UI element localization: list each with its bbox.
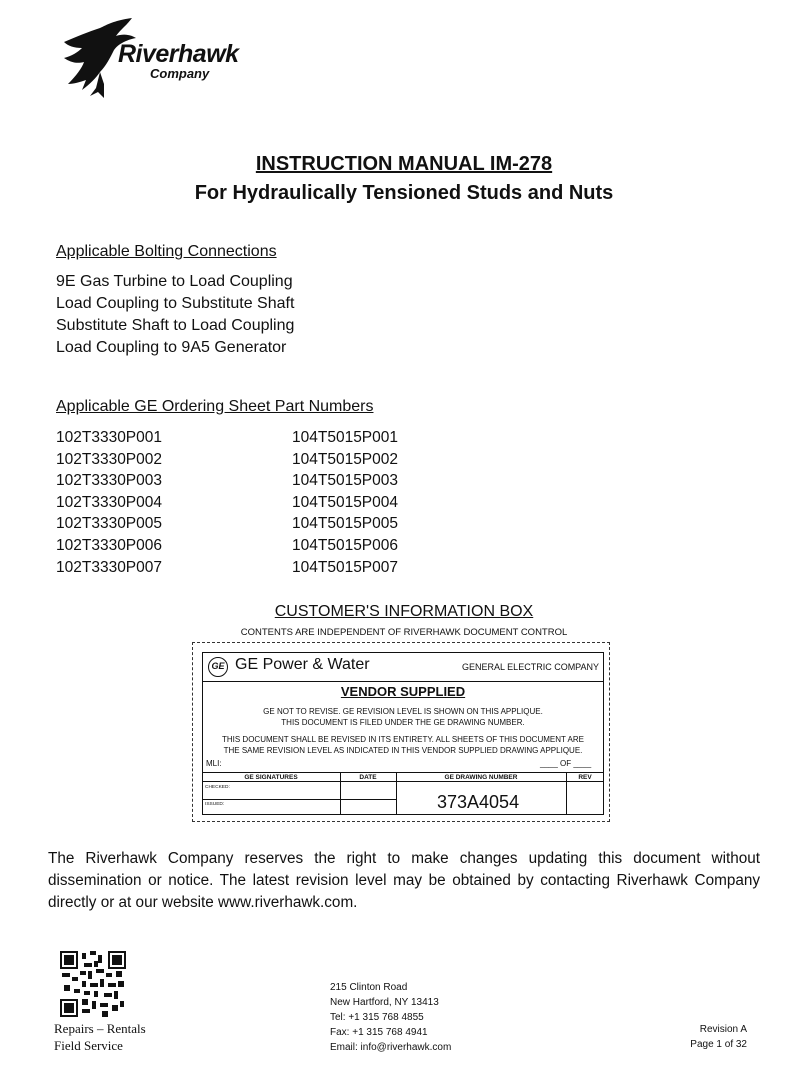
issued-label: ISSUED: [205,802,225,807]
ge-company-name: GENERAL ELECTRIC COMPANY [462,662,600,672]
disclaimer-paragraph: The Riverhawk Company reserves the right to make changes updating this document without dissemination or notice. The latest revision level may be obtained by contacting Riverhawk Company directly or at our website www.riverhawk.com. [48,850,760,911]
address-line: Fax: +1 315 768 4941 [330,1027,428,1038]
col-header-drawing: GE DRAWING NUMBER [396,772,566,782]
applique-note: THIS DOCUMENT SHALL BE REVISED IN ITS ENTIRETY. ALL SHEETS OF THIS DOCUMENT ARE [221,735,584,744]
customer-box-heading: CUSTOMER'S INFORMATION BOX [274,603,534,620]
footer-address [330,980,451,1055]
col-header-rev: REV [566,772,604,782]
col-header-date: DATE [340,772,396,782]
qr-code-icon [60,951,126,1017]
part-number: 102T3330P001 [56,429,163,446]
table-divider [340,772,341,815]
ge-drawing-number: 373A4054 [437,792,520,812]
part-number: 104T5015P003 [292,472,399,489]
footer-services: Repairs – Rentals [54,1021,146,1036]
table-divider [202,799,396,800]
ge-logo-icon: GE [208,657,228,677]
logo-company: Company [150,66,210,81]
col-header-signatures: GE SIGNATURES [202,772,340,782]
part-number: 104T5015P006 [292,537,399,554]
address-line: 215 Clinton Road [330,982,408,993]
bolting-heading: Applicable Bolting Connections [56,243,277,260]
parts-heading: Applicable GE Ordering Sheet Part Numbers [56,398,374,415]
address-line: Tel: +1 315 768 4855 [330,1012,424,1023]
part-number: 102T3330P002 [56,451,163,468]
bolting-item: Load Coupling to 9A5 Generator [56,339,287,356]
logo-wordmark: Riverhawk [118,40,239,68]
checked-label: CHECKED: [205,785,230,790]
applique-note: THIS DOCUMENT IS FILED UNDER THE GE DRAWING NUMBER. [281,718,525,727]
address-line: New Hartford, NY 13413 [330,997,439,1008]
part-number: 104T5015P001 [292,429,399,446]
part-number: 104T5015P005 [292,515,399,532]
part-number: 102T3330P005 [56,515,163,532]
bolting-item: Substitute Shaft to Load Coupling [56,317,295,334]
mli-label: MLI: [206,759,222,768]
part-number: 104T5015P007 [292,559,399,576]
applique-note: THE SAME REVISION LEVEL AS INDICATED IN THIS VENDOR SUPPLIED DRAWING APPLIQUE. [223,746,583,755]
part-number: 104T5015P002 [292,451,399,468]
ge-division-name: GE Power & Water [235,656,370,673]
part-number: 102T3330P007 [56,559,163,576]
page-number: Page 1 of 32 [690,1039,747,1050]
document-title: INSTRUCTION MANUAL IM-278 [255,153,553,175]
part-number: 104T5015P004 [292,494,399,511]
table-divider [396,772,397,815]
bolting-item: Load Coupling to Substitute Shaft [56,295,295,312]
vendor-supplied-label: VENDOR SUPPLIED [340,684,466,699]
part-number: 102T3330P004 [56,494,163,511]
logo-registered-mark: ® [97,86,102,92]
table-divider [566,772,567,815]
customer-box-subheading: CONTENTS ARE INDEPENDENT OF RIVERHAWK DOCUMENT CONTROL [240,627,568,638]
footer-services: Field Service [54,1038,123,1053]
part-number: 102T3330P003 [56,472,163,489]
part-number: 102T3330P006 [56,537,163,554]
bolting-item: 9E Gas Turbine to Load Coupling [56,273,293,290]
address-line: Email: info@riverhawk.com [330,1042,452,1053]
sheet-of-label: ____ OF ____ [540,759,592,768]
applique-note: GE NOT TO REVISE. GE REVISION LEVEL IS SHOWN ON THIS APPLIQUE. [263,707,543,716]
document-subtitle: For Hydraulically Tensioned Studs and Nuts [194,182,614,204]
revision-label: Revision A [699,1024,747,1035]
